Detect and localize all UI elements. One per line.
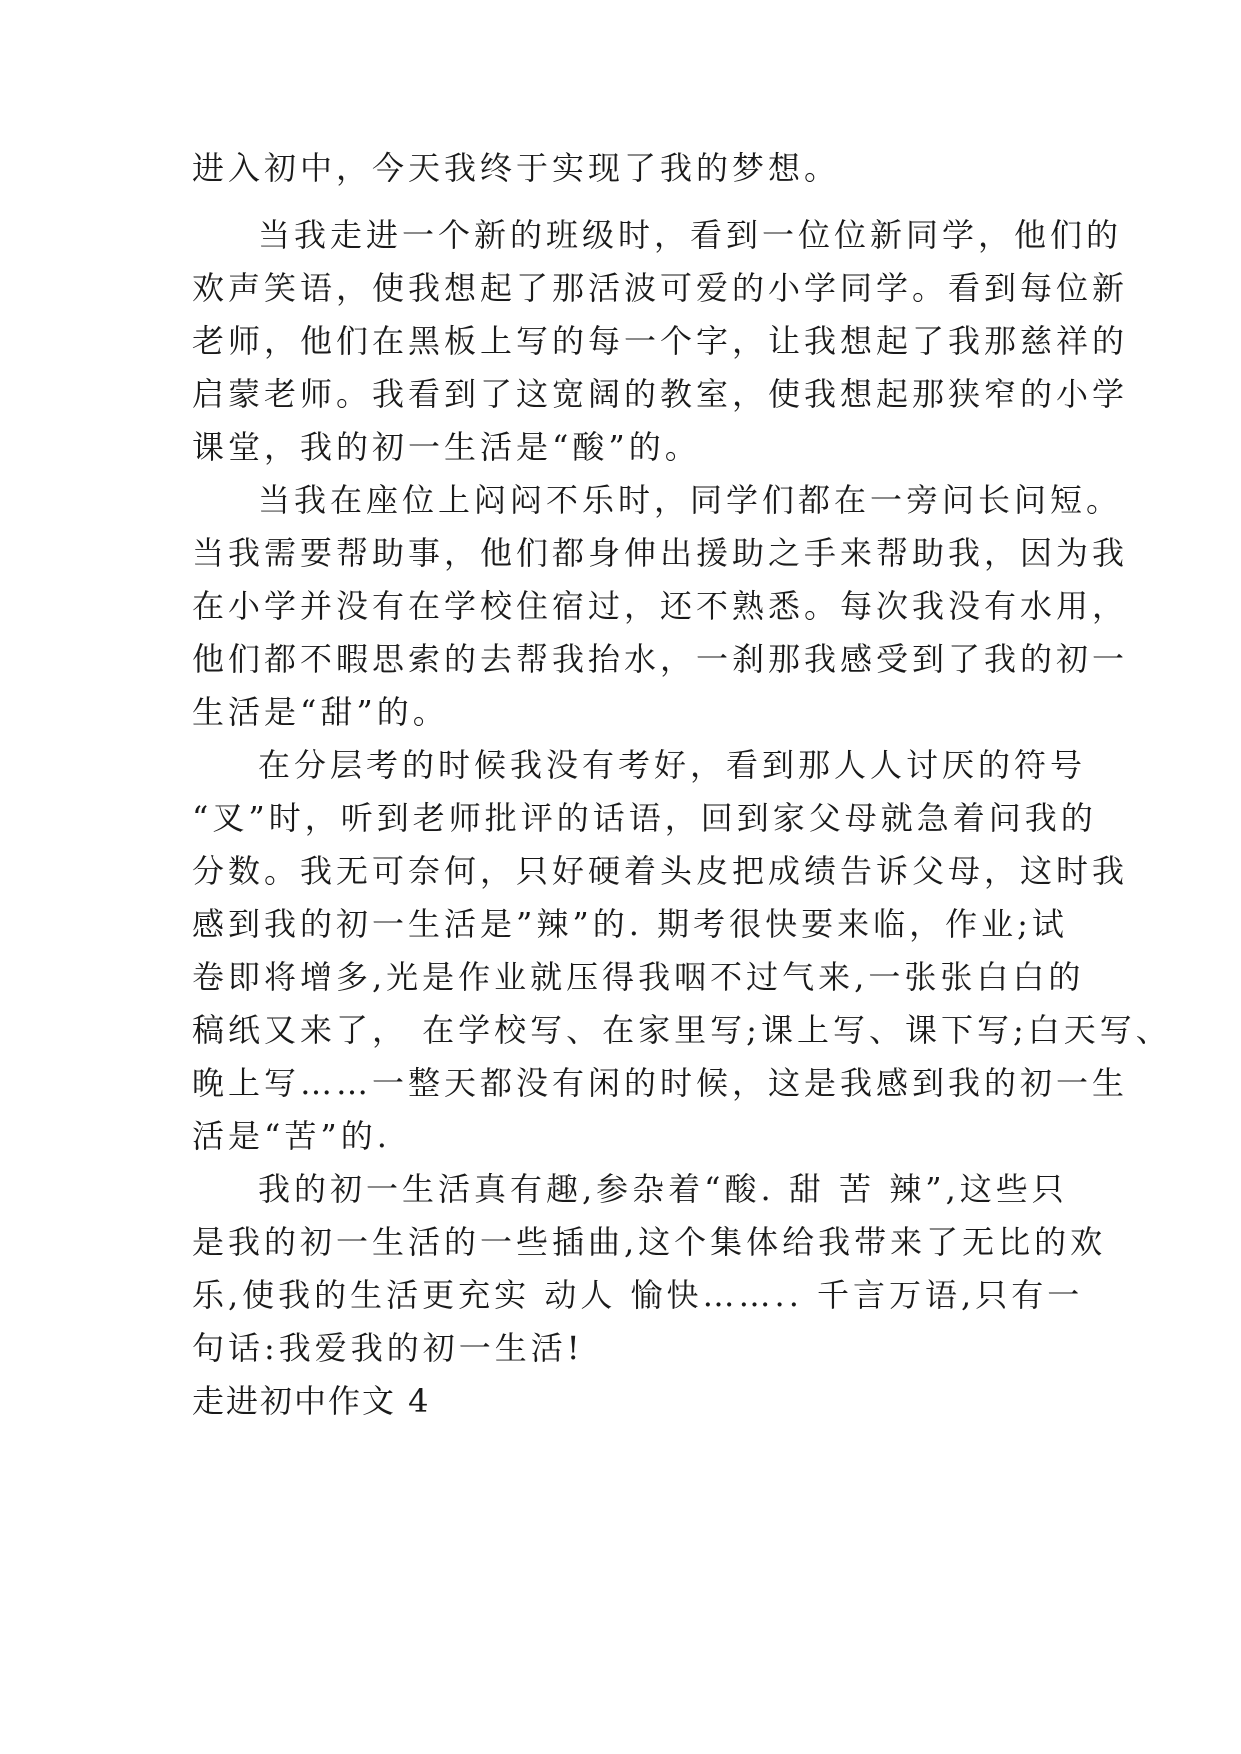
text-line: 生活是“甜”的。: [192, 693, 449, 731]
text-line: 晚上写……一整天都没有闲的时候，这是我感到我的初一生: [192, 1064, 1129, 1102]
text-line: 乐,使我的生活更充实 动人 愉快…….. 千言万语,只有一: [192, 1276, 1084, 1314]
section-heading: 走进初中作文 4: [192, 1382, 431, 1420]
text-line: 是我的初一生活的一些插曲,这个集体给我带来了无比的欢: [192, 1223, 1107, 1261]
text-line: 稿纸又来了， 在学校写、在家里写;课上写、课下写;白天写、: [192, 1011, 1172, 1049]
text-line: 进入初中，今天我终于实现了我的梦想。: [192, 149, 841, 187]
text-line: 感到我的初一生活是”辣”的. 期考很快要来临，作业;试: [192, 905, 1068, 943]
text-line: 当我需要帮助事，他们都身伸出援助之手来帮助我，因为我: [192, 534, 1129, 572]
text-line: 启蒙老师。我看到了这宽阔的教室，使我想起那狭窄的小学: [192, 375, 1129, 413]
text-line: 在小学并没有在学校住宿过，还不熟悉。每次我没有水用，: [192, 587, 1129, 625]
text-line: 分数。我无可奈何，只好硬着头皮把成绩告诉父母，这时我: [192, 852, 1129, 890]
paragraph-first-line: 当我在座位上闷闷不乐时，同学们都在一旁问长问短。: [258, 481, 1123, 519]
text-line: 课堂，我的初一生活是“酸”的。: [192, 428, 701, 466]
text-line: 他们都不暇思索的去帮我抬水，一刹那我感受到了我的初一: [192, 640, 1129, 678]
paragraph-first-line: 我的初一生活真有趣,参杂着“酸. 甜 苦 辣”,这些只: [258, 1170, 1068, 1208]
text-line: 欢声笑语，使我想起了那活波可爱的小学同学。看到每位新: [192, 269, 1129, 307]
paragraph-first-line: 当我走进一个新的班级时，看到一位位新同学，他们的: [258, 216, 1123, 254]
text-line: 活是“苦”的.: [192, 1117, 391, 1155]
text-line: 老师，他们在黑板上写的每一个字，让我想起了我那慈祥的: [192, 322, 1129, 360]
text-line: “叉”时，听到老师批评的话语，回到家父母就急着问我的: [192, 799, 1097, 837]
text-line: 卷即将增多,光是作业就压得我咽不过气来,一张张白白的: [192, 958, 1085, 996]
paragraph-first-line: 在分层考的时候我没有考好，看到那人人讨厌的符号: [258, 746, 1087, 784]
text-line: 句话:我爱我的初一生活!: [192, 1329, 584, 1367]
